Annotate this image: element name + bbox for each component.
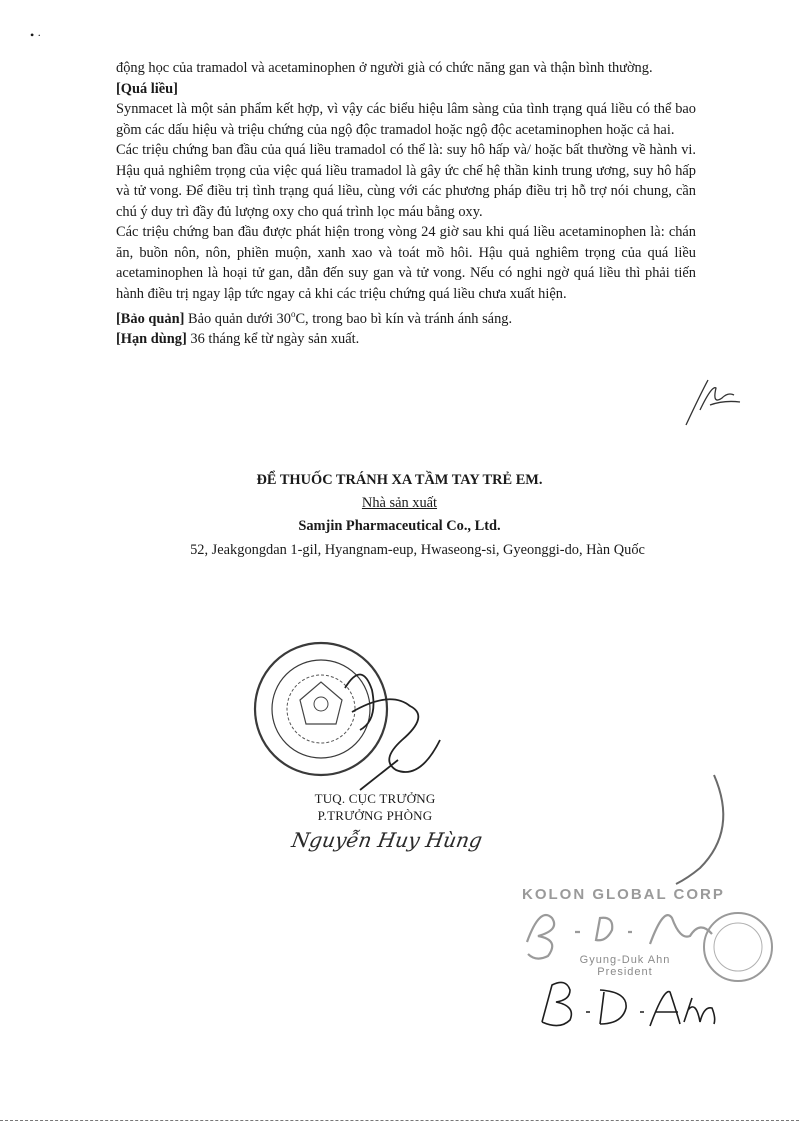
shelf-life-text: 36 tháng kể từ ngày sản xuất. <box>186 331 360 348</box>
page-bottom-rule <box>0 1120 799 1121</box>
pharmacokinetics-paragraph: động học của tramadol và acetaminophen ở người già có chức năng gan và thận bình thường. <box>116 60 653 76</box>
margin-initials <box>686 380 740 425</box>
overdose-paragraph-1: Synmacet là một sản phẩm kết hợp, vì vậy các biểu hiệu lâm sàng của tình trạng quá liều có thể bao gồm các dấu hiệu và triệu chứng của ngộ độc tramadol hoặc ngộ độc acetaminophen hoặc cả hai. <box>116 101 696 138</box>
company-person-title: President <box>597 966 653 978</box>
child-warning: ĐỂ THUỐC TRÁNH XA TẦM TAY TRẺ EM. <box>256 472 543 488</box>
storage-text-before: Bảo quản dưới 30 <box>184 310 291 327</box>
official-signature <box>345 674 440 790</box>
shelf-life-label: [Hạn dùng] <box>116 331 187 348</box>
storage-text-after: C, trong bao bì kín và tránh ánh sáng. <box>295 310 513 327</box>
manufacturer-label: Nhà sản xuất <box>361 495 438 511</box>
company-person-name: Gyung-Duk Ahn <box>579 954 671 966</box>
approval-seal <box>255 643 387 775</box>
approval-title-line1: TUQ. CỤC TRƯỞNG <box>314 791 436 806</box>
handwritten-signature <box>542 982 715 1026</box>
company-name-stamp: KOLON GLOBAL CORP <box>522 886 725 903</box>
overdose-paragraph-2: Các triệu chứng ban đầu của quá liều tramadol có thể là: suy hô hấp và/ hoặc bất thường về hành vi. Hậu quả nghiêm trọng của việc quá liều tramadol là gây ức chế hệ thần kinh trung ương, suy hô hấp và tử vong. Để điều trị tình trạng quá liều, cùng với các phương pháp điều trị hỗ trợ nói chung, cần chú ý duy trì đầy đủ lượng oxy cho quá trình lọc máu bằng oxy. <box>116 142 696 220</box>
manufacturer-address: 52, Jeakgongdan 1-gil, Hyangnam-eup, Hwaseong-si, Gyeonggi-do, Hàn Quốc <box>190 542 645 558</box>
storage-label: [Bảo quản] <box>116 310 185 327</box>
overdose-paragraph-3: Các triệu chứng ban đầu được phát hiện trong vòng 24 giờ sau khi quá liều acetaminophen là: chán ăn, buồn nôn, nôn, phiền muộn, xanh xao và toát mồ hôi. Hậu quả nghiêm trọng của quá liều acetaminophen là hoại tử gan, dẫn đến suy gan và tử vong. Nếu có nghi ngờ quá liều thì phải tiến hành điều trị ngay lập tức ngay cả khi các triệu chứng quá liều chưa xuất hiện. <box>116 224 696 302</box>
company-person <box>560 954 690 978</box>
company-round-seal <box>704 913 772 981</box>
manufacturer-name: Samjin Pharmaceutical Co., Ltd. <box>298 518 501 534</box>
scan-mark: • · <box>30 28 42 42</box>
stamped-signature <box>527 915 712 959</box>
signer-name: Nguyễn Huy Hùng <box>289 828 485 852</box>
storage-degree: o <box>290 309 296 319</box>
approval-title-line2: P.TRƯỞNG PHÒNG <box>317 808 433 823</box>
partial-seal-right <box>676 775 723 884</box>
overdose-heading: [Quá liều] <box>116 80 178 97</box>
